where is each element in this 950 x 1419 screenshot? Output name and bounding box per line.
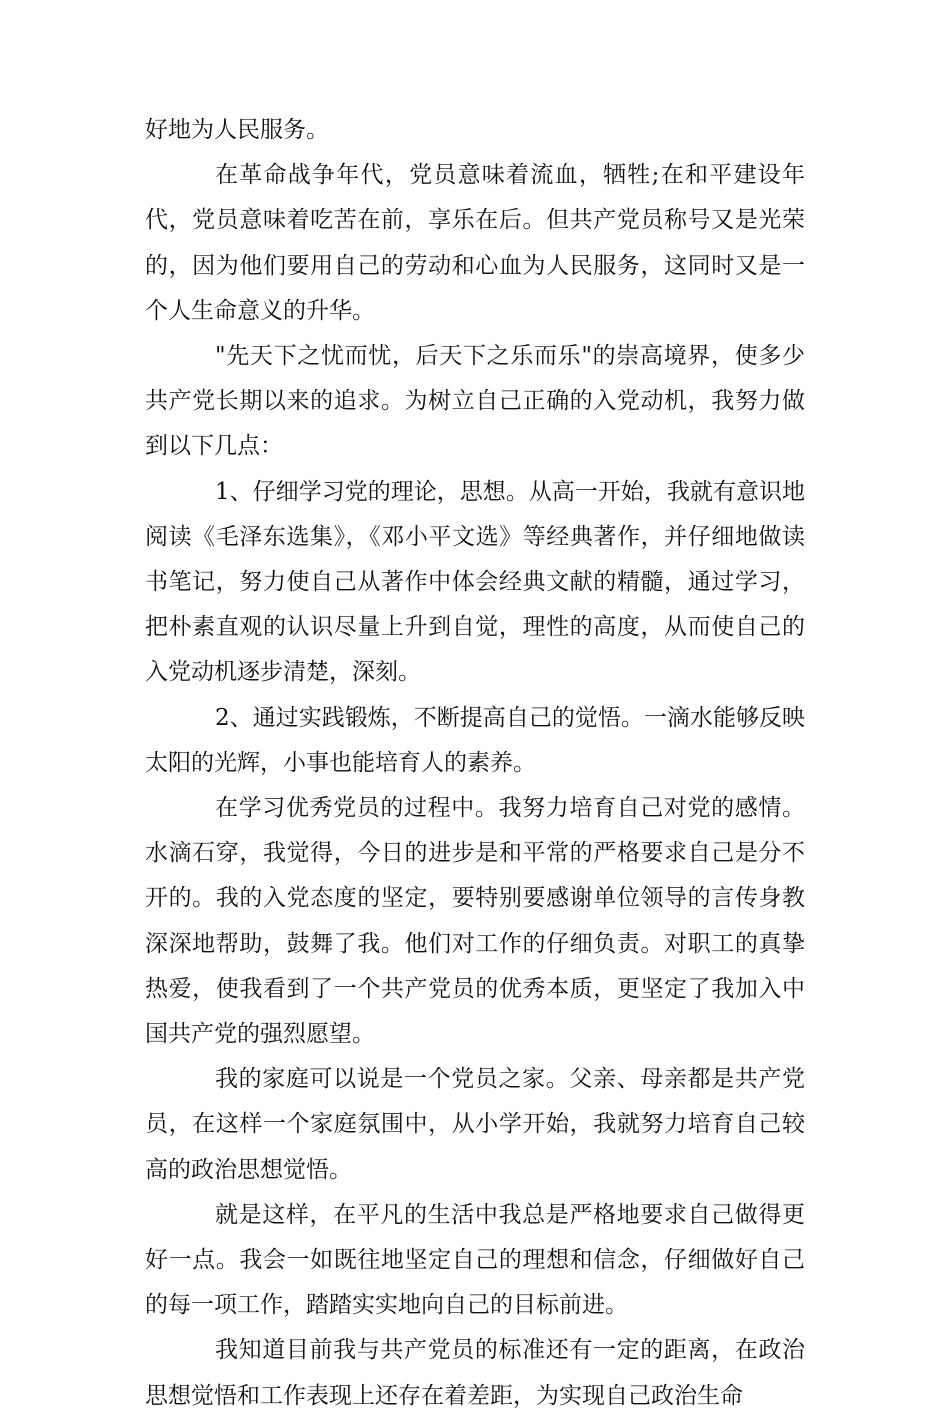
paragraph: 在革命战争年代，党员意味着流血，牺牲;在和平建设年代，党员意味着吃苦在前，享乐在后。但共产党员称号又是光荣的，因为他们要用自己的劳动和心血为人民服务，这同时又是一个人生命意义的升华。 xyxy=(145,162,805,324)
paragraph: 2、通过实践锻炼，不断提高自己的觉悟。一滴水能够反映太阳的光辉，小事也能培育人的素养。 xyxy=(145,704,805,776)
paragraph: 1、仔细学习党的理论，思想。从高一开始，我就有意识地阅读《毛泽东选集》，《邓小平文选》等经典著作，并仔细地做读书笔记，努力使自己从著作中体会经典文献的精髓，通过学习，把朴素直观的认识尽量上升到自觉，理性的高度，从而使自己的入党动机逐步清楚，深刻。 xyxy=(145,478,805,686)
paragraph: 我知道目前我与共产党员的标准还有一定的距离，在政治思想觉悟和工作表现上还存在着差距，为实现自己政治生命 xyxy=(145,1337,805,1409)
paragraph: 在学习优秀党员的过程中。我努力培育自己对党的感情。水滴石穿，我觉得，今日的进步是和平常的严格要求自己是分不开的。我的入党态度的坚定，要特别要感谢单位领导的言传身教深深地帮助，鼓舞了我。他们对工作的仔细负责。对职工的真挚热爱，使我看到了一个共产党员的优秀本质，更坚定了我加入中国共产党的强烈愿望。 xyxy=(145,795,805,1048)
paragraph: "先天下之忧而忧，后天下之乐而乐"的崇高境界，使多少共产党长期以来的追求。为树立自己正确的入党动机，我努力做到以下几点： xyxy=(145,343,805,460)
paragraph: 好地为人民服务。 xyxy=(145,117,329,143)
paragraph: 我的家庭可以说是一个党员之家。父亲、母亲都是共产党员，在这样一个家庭氛围中，从小学开始，我就努力培育自己较高的政治思想觉悟。 xyxy=(145,1066,805,1183)
document-body xyxy=(145,108,805,1419)
paragraph: 就是这样，在平凡的生活中我总是严格地要求自己做得更好一点。我会一如既往地坚定自己的理想和信念，仔细做好自己的每一项工作，踏踏实实地向自己的目标前进。 xyxy=(145,1201,805,1319)
